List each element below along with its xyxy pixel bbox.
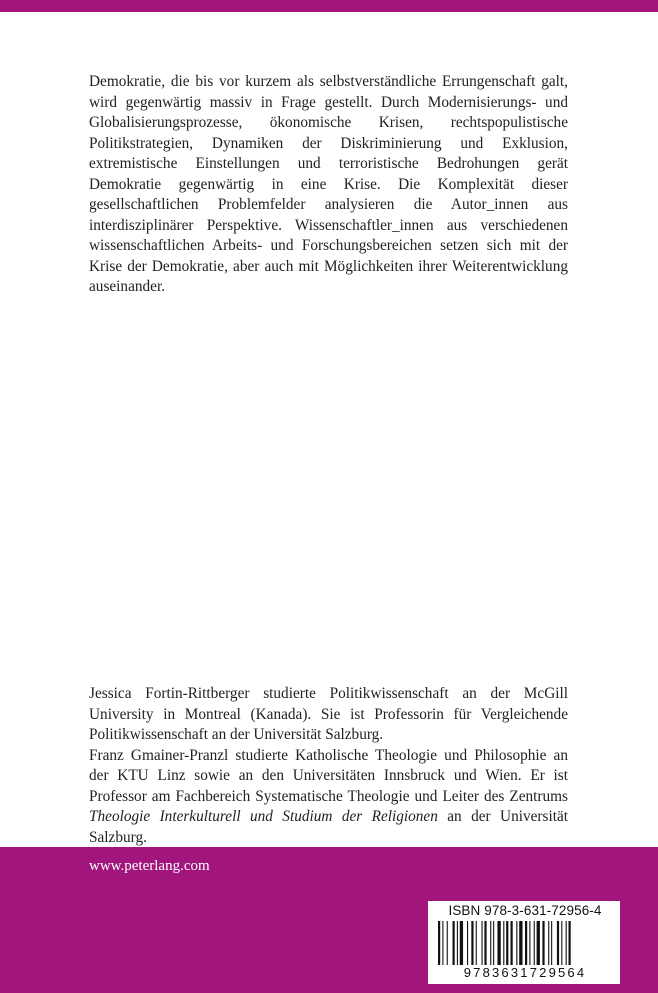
- barcode-bar: [447, 921, 448, 965]
- author-bio-2-text-b: an der Universität Salzburg.: [89, 808, 568, 846]
- barcode-bar: [557, 921, 559, 965]
- barcode-bar: [542, 921, 544, 965]
- barcode-bar: [503, 921, 504, 965]
- barcode-bar: [516, 921, 517, 965]
- isbn-label: ISBN 978-3-631-72956-4: [448, 903, 602, 918]
- top-color-band: [0, 0, 658, 12]
- barcode-bar: [438, 921, 440, 965]
- barcode-bar: [511, 921, 513, 965]
- barcode-bar: [457, 921, 458, 965]
- barcode-bar: [537, 921, 540, 965]
- barcode-bar: [482, 921, 483, 965]
- barcode-bar: [471, 921, 473, 965]
- blurb-text: Demokratie, die bis vor kurzem als selbstverständliche Errungenschaft galt, wird gegenwärtig massiv in Frage gestellt. Durch Modernisierungs- und Globalisierungsprozesse, ökonomische Krisen, rechtspopulistische Politikstrategien, Dynamiken der Diskriminierung und Exklusion, extremistische Einstellungen und terroristische Bedrohungen gerät Demokratie gegenwärtig in eine Krise. Die Komplexität dieser gesellschaftlichen Problemfelder analysieren die Autor_innen aus interdisziplinärer Perspektive. Wissenschaftler_innen aus verschiedenen wissenschaftlichen Arbeits- und Forschungsbereichen setzen sich mit der Krise der Demokratie, aber auch mit Möglichkeiten ihrer Weiterentwicklung auseinander.: [89, 73, 568, 295]
- barcode-digits: 9783631729564: [463, 965, 587, 980]
- barcode-bar: [493, 921, 494, 965]
- barcode-bar: [551, 921, 552, 965]
- barcode-icon: [434, 921, 616, 965]
- barcode-bar: [569, 921, 571, 965]
- barcode-bar: [548, 921, 549, 965]
- author-bio-2-text-a: Franz Gmainer-Pranzl studierte Katholische Theologie und Philosophie an der KTU Linz sowie an den Universitäten Innsbruck und Wien. Er ist Professor am Fachbereich Systematische Theologie und Leiter des Zentrums: [89, 746, 568, 805]
- author-bio-1: Jessica Fortin-Rittberger studierte Politikwissenschaft an der McGill University in Montreal (Kanada). Sie ist Professorin für Vergleichende Politikwissenschaft an der Universität Salzburg.: [89, 685, 568, 743]
- barcode-bar: [467, 921, 468, 965]
- barcode-bar: [561, 921, 562, 965]
- barcode-bar: [484, 921, 486, 965]
- barcode-bar: [497, 921, 500, 965]
- author-bios: [89, 684, 568, 848]
- barcode-bar: [525, 921, 527, 965]
- barcode-bar: [490, 921, 491, 965]
- barcode-bar: [453, 921, 455, 965]
- author-bio-2: [89, 746, 568, 849]
- barcode-bar: [519, 921, 522, 965]
- barcode-bar: [566, 921, 567, 965]
- barcode-bar: [476, 921, 477, 965]
- barcode-bar: [442, 921, 443, 965]
- barcode-bar: [506, 921, 508, 965]
- book-blurb: [89, 72, 568, 298]
- barcode-bar: [529, 921, 530, 965]
- centre-name: Theologie Interkulturell und Studium der Religionen: [89, 808, 438, 825]
- barcode-bar: [534, 921, 535, 965]
- publisher-website[interactable]: www.peterlang.com: [89, 858, 210, 874]
- barcode-bar: [460, 921, 463, 965]
